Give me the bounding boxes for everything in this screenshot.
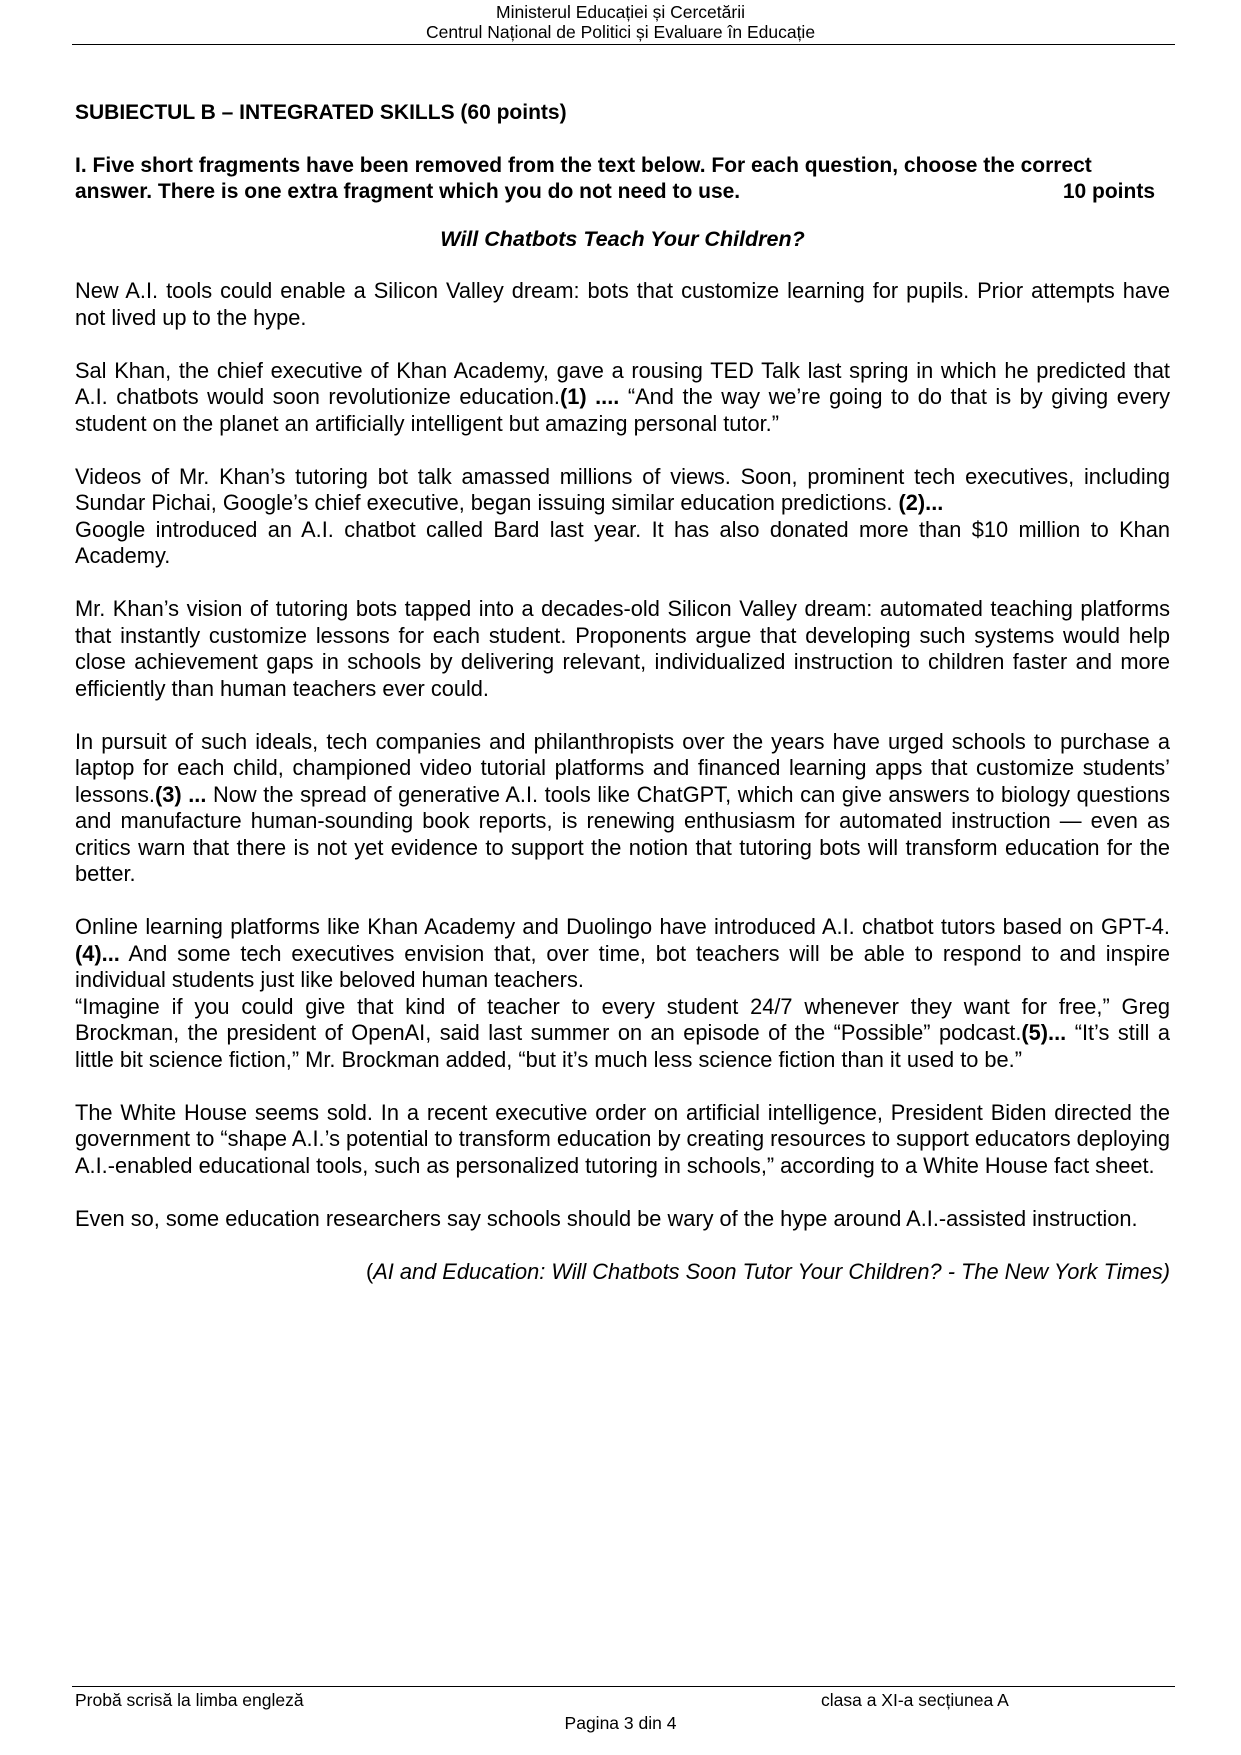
p1-text-before: Sal Khan, the chief executive of Khan Academy, gave a rousing TED Talk last spring in which he predicted that A.I. chatbots would soon revolutionize education.	[75, 357, 1170, 409]
source-text: AI and Education: Will Chatbots Soon Tutor Your Children? - The New York Times)	[373, 1258, 1170, 1284]
footer-exam: Probă scrisă la limba engleză	[75, 1690, 304, 1710]
p5-text-before: Online learning platforms like Khan Academy and Duolingo have introduced A.I. chatbot tutors based on GPT-4.	[75, 914, 1170, 939]
article-paragraph-5	[75, 914, 1170, 994]
footer-class: clasa a XI-a secțiunea A	[821, 1690, 1009, 1710]
article-intro: New A.I. tools could enable a Silicon Valley dream: bots that customize learning for pupils. Prior attempts have not lived up to the hype.	[75, 278, 1170, 330]
gap-3: (3) ...	[154, 781, 207, 807]
p5-text-after: And some tech executives envision that, over time, bot teachers will be able to respond to and inspire individual students just like beloved human teachers.	[75, 940, 1170, 992]
article-paragraph-2	[75, 464, 1170, 517]
source-paren: (	[365, 1258, 374, 1284]
article-source	[75, 1259, 1170, 1286]
p6-text-before: “Imagine if you could give that kind of teacher to every student 24/7 whenever they want for free,” Greg Brockman, the president of OpenAI, said last summer on an episode of the “Possible” podcast.	[75, 993, 1170, 1045]
article-paragraph-2b: Google introduced an A.I. chatbot called Bard last year. It has also donated more than $10 million to Khan Academy.	[75, 516, 1170, 568]
subject-title: SUBIECTUL B – INTEGRATED SKILLS (60 points)	[75, 101, 567, 124]
instructions-text: answer. There is one extra fragment which you do not need to use.	[75, 180, 741, 203]
p2-text-before: Videos of Mr. Khan’s tutoring bot talk amassed millions of views. Soon, prominent tech executives, including Sundar Pichai, Google’s chief executive, began issuing similar education predictions.	[75, 463, 1170, 515]
article-paragraph-4	[75, 729, 1170, 888]
instructions-line1: I. Five short fragments have been removed from the text below. For each question, choose the correct	[75, 153, 1092, 177]
gap-1: (1) ....	[559, 384, 620, 409]
p4-text-after: Now the spread of generative A.I. tools like ChatGPT, which can give answers to biology questions and manufacture human-sounding book reports, is renewing enthusiasm for automated instruction — even as critics warn that there is not yet evidence to support the notion that tutoring bots will transform education for the better.	[75, 781, 1170, 886]
gap-5: (5)...	[1021, 1020, 1067, 1045]
p6-text-after: “It’s still a little bit science fiction,” Mr. Brockman added, “but it’s much less science fiction than it used to be.”	[75, 1020, 1170, 1072]
instructions-line2	[75, 179, 1170, 206]
p1-text-after: “And the way we’re going to do that is by giving every student on the planet an artificially intelligent but amazing personal tutor.”	[75, 384, 1171, 436]
header-center: Centrul Național de Politici și Evaluare în Educație	[425, 22, 816, 42]
article-paragraph-7: The White House seems sold. In a recent executive order on artificial intelligence, President Biden directed the government to “shape A.I.’s potential to transform education by creating resources to support educators deploying A.I.-enabled educational tools, such as personalized tutoring in schools,” according to a White House fact sheet.	[75, 1099, 1170, 1178]
page-content	[75, 100, 1170, 1285]
article-title: Will Chatbots Teach Your Children?	[440, 226, 805, 251]
p4-text-before: In pursuit of such ideals, tech companies and philanthropists over the years have urged schools to purchase a laptop for each child, championed video tutorial platforms and financed learning apps that customize students’ lessons.	[75, 728, 1170, 807]
article-paragraph-6	[75, 994, 1170, 1074]
instructions-points: 10 points	[1062, 180, 1155, 203]
header-ministry: Ministerul Educației și Cercetării	[496, 2, 745, 22]
gap-4: (4)...	[75, 940, 120, 966]
article-paragraph-1	[75, 358, 1170, 438]
header-divider	[72, 44, 1175, 45]
footer-page-number: Pagina 3 din 4	[564, 1713, 677, 1733]
gap-2: (2)...	[898, 490, 944, 515]
footer-divider	[72, 1686, 1175, 1687]
article-paragraph-8: Even so, some education researchers say schools should be wary of the hype around A.I.-assisted instruction.	[75, 1205, 1138, 1231]
article-paragraph-3: Mr. Khan’s vision of tutoring bots tapped into a decades-old Silicon Valley dream: automated teaching platforms that instantly customize lessons for each student. Proponents argue that developing such systems would help close achievement gaps in schools by delivering relevant, individualized instruction to children faster and more efficiently than human teachers ever could.	[75, 596, 1170, 701]
